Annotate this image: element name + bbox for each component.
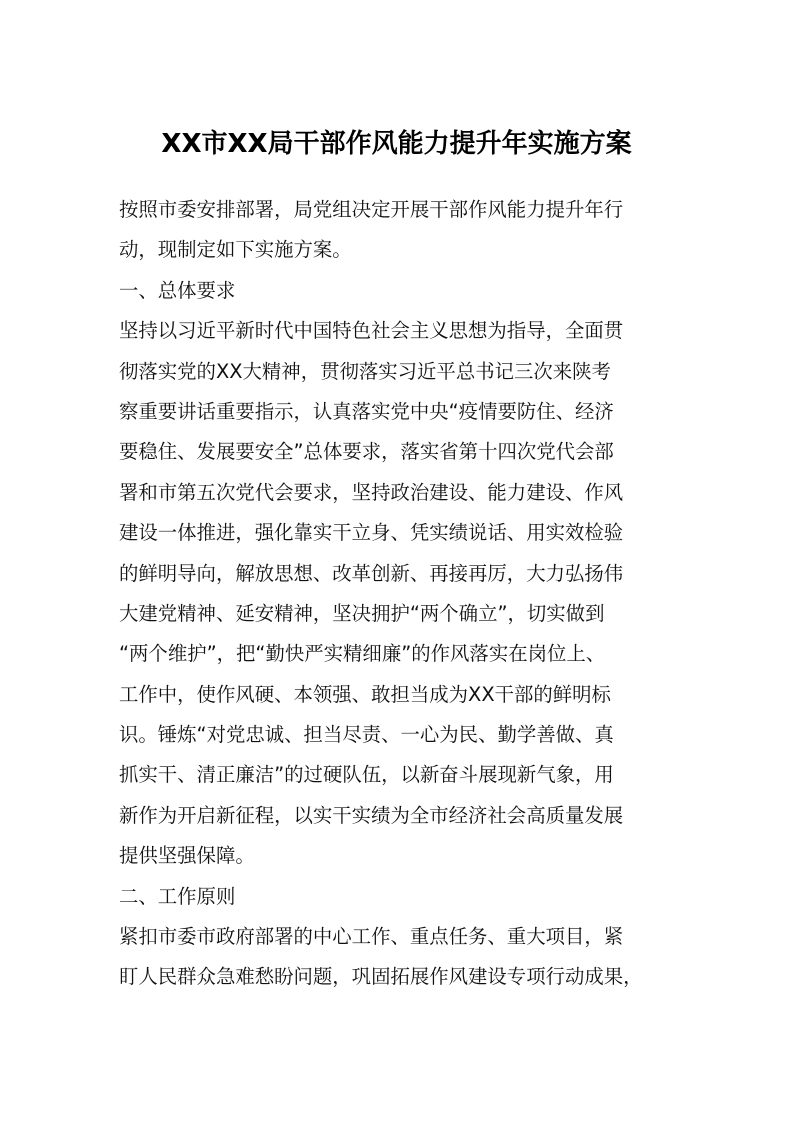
paragraph-line: 工作中，使作风硬、本领强、敢担当成为XX干部的鲜明标	[119, 682, 611, 706]
paragraph-line: 提供坚强保障。	[119, 844, 255, 868]
section-heading: 二、工作原则	[119, 884, 236, 908]
paragraph-line: 要稳住、发展要安全”总体要求，落实省第十四次党代会部	[119, 440, 614, 464]
paragraph-line: 紧扣市委市政府部署的中心工作、重点任务、重大项目，紧	[119, 925, 624, 949]
paragraph-line: 的鲜明导向，解放思想、改革创新、再接再厉，大力弘扬伟	[119, 561, 624, 585]
paragraph-line: 彻落实党的XX大精神，贯彻落实习近平总书记三次来陕考	[119, 359, 611, 383]
paragraph-line: 建设一体推进，强化靠实干立身、凭实绩说话、用实效检验	[119, 521, 624, 545]
paragraph-line: 识。锤炼“对党忠诚、担当尽责、一心为民、勤学善做、真	[119, 723, 614, 747]
paragraph-line: 抓实干、清正廉洁”的过硬队伍，以新奋斗展现新气象，用	[119, 763, 614, 787]
paragraph-line: 坚持以习近平新时代中国特色社会主义思想为指导，全面贯	[119, 319, 624, 343]
paragraph-line: 按照市委安排部署，局党组决定开展干部作风能力提升年行	[119, 198, 624, 221]
paragraph-line: 察重要讲话重要指示，认真落实党中央“疫情要防住、经济	[119, 399, 614, 423]
document-title: XX市XX局干部作风能力提升年实施方案	[161, 129, 632, 159]
section-heading: 一、总体要求	[119, 278, 236, 302]
paragraph-line: 动，现制定如下实施方案。	[119, 238, 352, 262]
document-body	[119, 190, 679, 998]
paragraph-line: 盯人民群众急难愁盼问题，巩固拓展作风建设专项行动成果，	[119, 965, 643, 989]
paragraph-line: 新作为开启新征程，以实干实绩为全市经济社会高质量发展	[119, 803, 624, 827]
paragraph-line: “两个维护”，把“勤快严实精细廉”的作风落实在岗位上、	[119, 642, 606, 666]
paragraph-line: 大建党精神、延安精神，坚决拥护“两个确立”，切实做到	[119, 601, 605, 625]
paragraph-line: 署和市第五次党代会要求，坚持政治建设、能力建设、作风	[119, 480, 624, 504]
